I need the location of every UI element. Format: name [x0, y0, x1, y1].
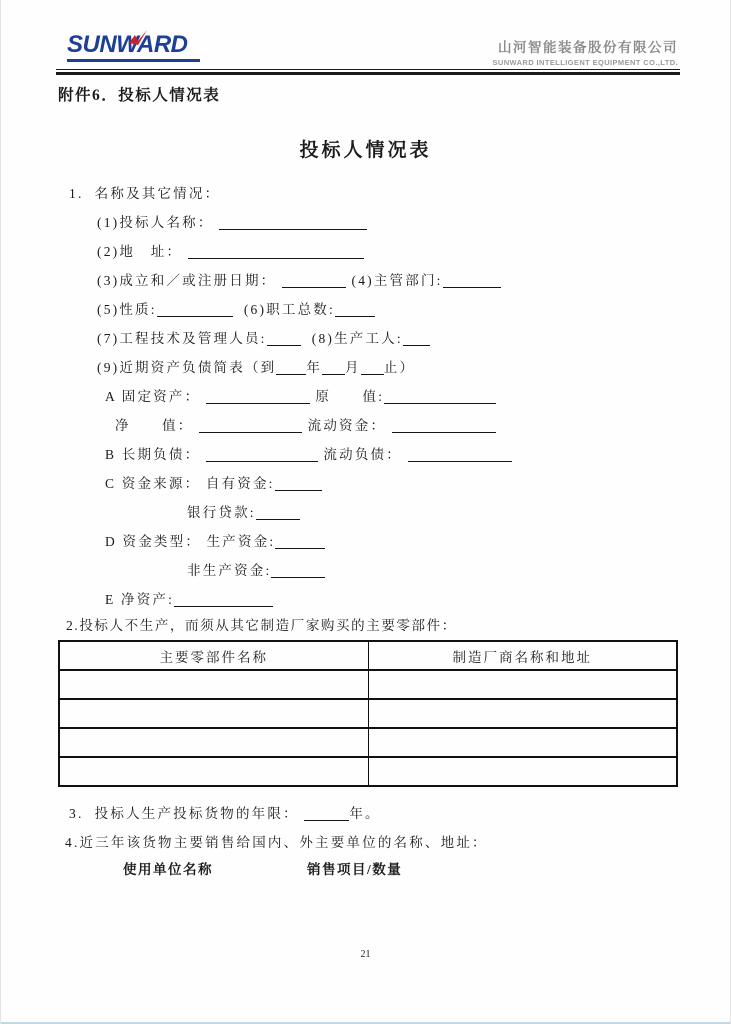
- table-row: [59, 757, 677, 786]
- form-line: [1, 380, 730, 409]
- form-text: (2)地 址：: [97, 243, 188, 259]
- fill-in-blank: [304, 806, 349, 821]
- table-row: [59, 728, 677, 757]
- table-cell: [368, 670, 677, 699]
- form-line: [1, 496, 730, 525]
- form-text: 4.近三年该货物主要销售给国内、外主要单位的名称、地址：: [65, 834, 488, 850]
- fill-in-blank: [275, 476, 322, 491]
- company-name-en: SUNWARD INTELLIGENT EQUIPMENT CO.,LTD.: [492, 58, 678, 67]
- fill-in-blank: [267, 331, 301, 346]
- table-header-cell: 制造厂商名称和地址: [368, 641, 677, 670]
- fill-in-blank: [188, 244, 364, 259]
- form-line: [1, 351, 730, 380]
- form-text: D 资金类型： 生产资金:: [105, 533, 276, 549]
- fill-in-blank: [282, 273, 346, 288]
- fill-in-blank: [199, 418, 302, 433]
- form-text: A 固定资产：: [105, 388, 206, 404]
- form-text: 止）: [383, 359, 416, 375]
- form-text: (8)生产工人:: [300, 330, 403, 346]
- form-text: B 长期负债：: [105, 446, 206, 462]
- form-text: 流动负债：: [317, 446, 408, 462]
- usage-column-header-2: 销售项目/数量: [307, 862, 403, 877]
- form-text: C 资金来源： 自有资金:: [105, 475, 275, 491]
- fill-in-blank: [276, 360, 306, 375]
- fill-in-blank: [206, 389, 310, 404]
- table-cell: [59, 699, 368, 728]
- fill-in-blank: [384, 389, 496, 404]
- form-line: [1, 467, 730, 496]
- fill-in-blank: [275, 534, 325, 549]
- form-text: 年: [306, 359, 323, 375]
- form-text: 年。: [349, 805, 381, 821]
- form-line: [1, 797, 730, 826]
- form-text: 非生产资金:: [187, 562, 272, 578]
- logo-wordmark: SUNWARD: [67, 31, 188, 57]
- form-text: (4)主管部门:: [345, 272, 443, 288]
- form-text: 2.投标人不生产，而须从其它制造厂家购买的主要零部件：: [66, 617, 457, 633]
- form-line: [1, 612, 730, 635]
- form-text: 1. 名称及其它情况：: [69, 185, 221, 201]
- form-line: [1, 438, 730, 467]
- table-cell: [59, 757, 368, 786]
- logo-underline: [67, 59, 200, 62]
- components-table: [58, 640, 678, 787]
- form-line: [1, 293, 730, 322]
- table-row: [59, 699, 677, 728]
- fill-in-blank: [403, 331, 430, 346]
- form-text: 银行贷款:: [187, 504, 256, 520]
- form-line: [1, 177, 730, 206]
- form-line: [1, 554, 730, 583]
- fill-in-blank: [219, 215, 367, 230]
- table-cell: [59, 728, 368, 757]
- form-line: [1, 826, 730, 855]
- table-header-cell: 主要零部件名称: [59, 641, 368, 670]
- form-text: (5)性质:: [97, 301, 157, 317]
- form-text: (3)成立和／或注册日期：: [97, 272, 282, 288]
- fill-in-blank: [361, 360, 384, 375]
- fill-in-blank: [335, 302, 375, 317]
- table-cell: [368, 757, 677, 786]
- header-rule: [56, 69, 680, 75]
- fill-in-blank: [206, 447, 318, 462]
- sunward-logo-icon: [67, 30, 207, 57]
- page-header: [1, 0, 730, 67]
- attachment-heading: 附件6．投标人情况表: [58, 87, 221, 104]
- usage-columns-row: [123, 858, 730, 878]
- form-lines-after-table: [1, 797, 730, 855]
- fill-in-blank: [408, 447, 512, 462]
- form-line: [1, 206, 730, 235]
- form-text: (7)工程技术及管理人员:: [97, 330, 267, 346]
- table-header-row: [59, 641, 677, 670]
- form-line: [1, 525, 730, 554]
- form-text: 月: [345, 359, 361, 375]
- company-name-cn: 山河智能装备股份有限公司: [498, 40, 678, 55]
- company-block: [493, 30, 678, 67]
- fill-in-blank: [392, 418, 496, 433]
- form-line: [1, 322, 730, 351]
- fill-in-blank: [271, 563, 325, 578]
- fill-in-blank: [174, 592, 273, 607]
- fill-in-blank: [443, 273, 501, 288]
- form-lines-before-table: [1, 177, 730, 635]
- form-text: 流动资金：: [302, 417, 392, 433]
- fill-in-blank: [256, 505, 300, 520]
- usage-column-header-1: 使用单位名称: [123, 862, 213, 877]
- form-line: [1, 409, 730, 438]
- form-text: E 净资产:: [105, 591, 175, 607]
- table-cell: [368, 728, 677, 757]
- table-cell: [59, 670, 368, 699]
- form-text: (1)投标人名称：: [97, 214, 220, 230]
- form-line: [1, 264, 730, 293]
- form-line: [1, 235, 730, 264]
- form-text: (6)职工总数:: [232, 301, 335, 317]
- form-text: 净 值：: [115, 417, 200, 433]
- page-number: 21: [360, 949, 371, 960]
- table-row: [59, 670, 677, 699]
- form-text: 原 值:: [309, 388, 385, 404]
- fill-in-blank: [322, 360, 345, 375]
- form-text: 3. 投标人生产投标货物的年限：: [69, 805, 305, 821]
- form-line: [1, 583, 730, 612]
- form-text: (9)近期资产负债简表（到: [97, 359, 277, 375]
- fill-in-blank: [157, 302, 233, 317]
- sunward-logo: [67, 30, 207, 62]
- table-cell: [368, 699, 677, 728]
- form-title: 投标人情况表: [299, 140, 432, 161]
